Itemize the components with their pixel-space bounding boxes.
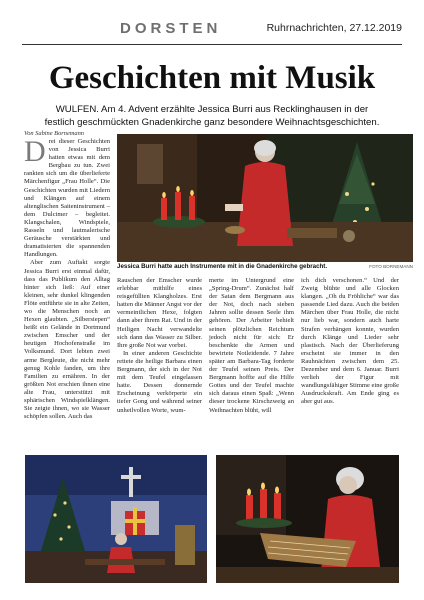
header-rule	[22, 44, 402, 45]
page-header	[22, 18, 402, 40]
article-text-3: merte im Untergrund eine „Spring-Drum“. Zunächst half der Satan dem Bergmann aus der Not, doch nach sieben Jahren sollte dessen Seele ihm gehören. Der Arbeiter behielt seinen plötzlichen Reichtum jedoch nicht für sich: Er beschenkte die Armen und bewirtete Notleidende. 7 Jahre später am Barbara-Tag forderte der Teufel seinen Preis. Der Bergmann hoffte auf die Hilfe Gottes und der Teufel machte sich daraus einen Spaß: „Wenn dieser trockene Kirschzweig an Weihnachten blüht, will	[209, 277, 294, 414]
drop-cap: D	[24, 135, 46, 168]
church-photo	[25, 455, 207, 583]
article-column-2	[117, 277, 202, 451]
article-column-4	[301, 277, 399, 451]
article-text-1: rei dieser Geschichten von Jessica Burri hatten etwas mit dem Bergbau zu tun. Zwei rankten sich um die überlieferte Märchenfigur „Frau Holle“. Die Geschichten wurden mit Liedern und Klängen auf einem altenglischen Saiteninstrument – dem Dulcimer – begleitet. Klangschalen, Windspiele, Rasseln und lautmalerische Geräusche verstärkten und dramatisierten die spannenden Handlungen.	[24, 138, 110, 259]
byline: Von Sabine Bornemann	[24, 130, 84, 137]
photo-credit: FOTO BORNEMANN	[369, 264, 413, 269]
paper-date: Ruhrnachrichten, 27.12.2019	[266, 22, 402, 34]
photo-caption	[117, 263, 413, 273]
lead-paragraph: WULFEN. Am 4. Advent erzählte Jessica Burri aus Recklinghausen in der festlich geschmückten Gnadenkirche ganz besondere Weihnachtsgeschichten.	[44, 104, 380, 128]
dulcimer-photo	[216, 455, 399, 583]
article-column-1	[24, 135, 110, 450]
caption-text: Jessica Burri hatte auch Instrumente mit in die Gnadenkirche gebracht.	[117, 263, 328, 270]
section-title: DORSTEN	[120, 20, 222, 37]
article-text-1b: Aber zum Auftakt sorgte Jessica Burri erst einmal dafür, dass das Publikum den Alltag hinter sich ließ: Auf einer kleinen, sehr dunkel klingenden Flöte entführte sie in alte Zeiten, wo die Menschen noch an Hexen glaubten. „Silbersiepen“ heißt ein Gelände in Dortmund zwischen Emscher und der heutigen Hochofenstraße im Volksmund. Dort lebten zwei arme Bergleute, die nicht mehr genug Kohle fanden, um ihre Familien zu ernähren. In der größten Not erschien ihnen eine alte Frau, unterstützt mit sphärischen Windspielklängen. Sie zeigte ihnen, wo sie Wasser schöpfen sollen. Auch das	[24, 259, 110, 421]
article-text-2: Rauschen der Emscher wurde erlebbar mithilfe eines reisgefüllten Klangholzes. Erst hatten die Männer Angst vor der vermeintlichen Hexe, folgten dann aber ihrem Rat. Und in der Heiligen Nacht verwandelte sich dann das Wasser zu Silber. Ihre große Not war vorbei.	[117, 277, 202, 349]
article-column-3	[209, 277, 294, 451]
article-text-4: ich dich verschonen.“ Und der Zweig blühte und alle Glocken klangen. „Oh du Fröhliche“ war das passende Lied dazu. Auch die beiden Märchen über Frau Holle, die nicht nur lieb war, sondern auch harte Strafen verhängen konnte, wurden durch Klänge und Lieder sehr plastisch. Nach der Überlieferung erscheint sie immer in den Rauhnächten zwischen dem 25. Dezember und dem 6. Januar. Burri verlieh der Figur mit wandlungsfähiger Stimme eine große Ausdruckskraft. Am Ende ging es aber gut aus.	[301, 277, 399, 406]
article-text-2b: In einer anderen Geschichte rettete die heilige Barbara einen Bergmann, der sich in der Not mit dem Teufel eingelassen hatte. Dessen donnernde Erscheinung verkörperte ein tiefer Gong und während seiner unheilvollen Worte, wum-	[117, 349, 202, 414]
headline: Geschichten mit Musik	[48, 60, 376, 96]
main-photo	[117, 134, 413, 262]
